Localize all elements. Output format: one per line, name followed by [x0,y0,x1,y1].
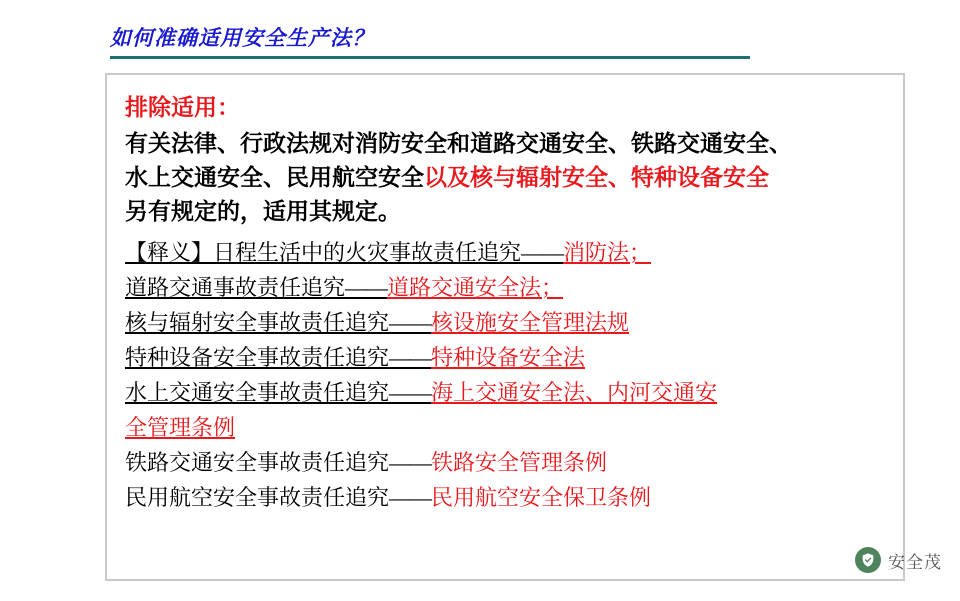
explanation-value: 铁路安全管理条例 [431,450,608,475]
list-item [125,270,885,305]
paragraph-line-2-black: 水上交通安全、民用航空安全 [125,165,424,190]
slide-title-container [110,22,750,59]
paragraph-line-2-red: 以及核与辐射安全、特种设备安全 [424,165,769,190]
list-item [125,235,885,270]
page-title: 如何准确适用安全生产法？ [110,26,374,50]
shield-check-icon [855,547,881,573]
explanation-dash: —— [389,450,432,475]
explanation-value: 道路交通安全法； [387,275,564,300]
page-right-edge [954,0,960,601]
title-underline-rule [110,56,750,59]
explanation-dash: —— [389,345,432,370]
page-left-edge [0,0,6,601]
explanation-label: 【释义】日程生活中的火灾事故责任追究 [125,240,522,265]
paragraph-line-3: 另有规定的，适用其规定。 [125,199,401,224]
explanation-label: 特种设备安全事故责任追究 [125,345,390,370]
main-paragraph [125,127,885,229]
explanation-label: 道路交通事故责任追究 [125,275,346,300]
explanation-dash: —— [521,240,564,265]
explanation-label: 民用航空安全事故责任追究 [125,485,390,510]
list-item [125,480,885,515]
explanation-value: 全管理条例 [125,415,236,440]
watermark-label: 安全茂 [888,552,942,572]
explanation-value: 核设施安全管理法规 [431,310,630,335]
paragraph-line-1: 有关法律、行政法规对消防安全和道路交通安全、铁路交通安全、 [125,131,792,156]
explanation-label: 核与辐射安全事故责任追究 [125,310,390,335]
explanation-dash: —— [345,275,388,300]
list-item [125,305,885,340]
watermark [855,547,942,573]
explanation-value: 消防法； [563,240,652,265]
explanation-label: 水上交通安全事故责任追究 [125,380,390,405]
list-item [125,340,885,375]
explanation-dash: —— [389,310,432,335]
explanation-label: 铁路交通安全事故责任追究 [125,450,390,475]
explanation-value: 特种设备安全法 [431,345,586,370]
explanation-value: 民用航空安全保卫条例 [431,485,652,510]
explanation-list [125,235,885,515]
explanation-dash: —— [389,380,432,405]
explanation-dash: —— [389,485,432,510]
list-item [125,375,885,410]
exclusion-heading: 排除适用： [125,95,240,120]
content-panel [105,73,905,581]
explanation-value: 海上交通安全法、内河交通安 [431,380,718,405]
list-item [125,410,885,445]
list-item [125,445,885,480]
